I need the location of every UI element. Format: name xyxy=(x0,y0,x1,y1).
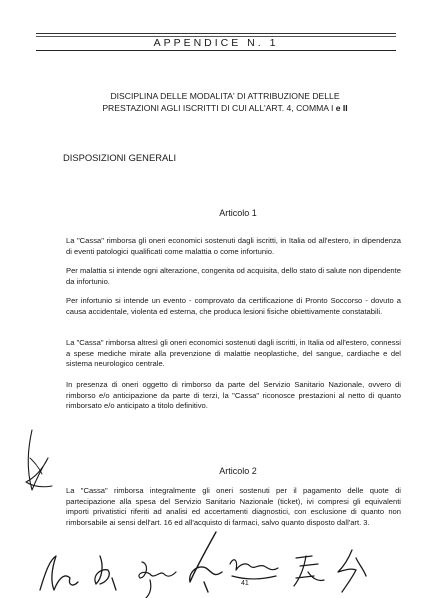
signature-4 xyxy=(190,532,222,592)
article-1-paragraph: La "Cassa" rimborsa gli oneri economici sostenuti dagli iscritti, in Italia od all'estero, in dipendenza di eventi patologici qualificati come malattia o come infortunio. xyxy=(66,236,401,256)
signature-2 xyxy=(95,556,116,590)
appendix-header xyxy=(36,33,396,51)
appendix-title: APPENDICE N. 1 xyxy=(153,37,279,49)
signature-3 xyxy=(139,562,176,598)
article-2-paragraph: La "Cassa" rimborsa integralmente gli oneri sostenuti per il pagamento delle quote di partecipazione alla spesa del Servizio Sanitario Nazionale (ticket), ivi compresi gli equivalenti importi privatistici riferiti ad analisi ed accertamenti diagnostici, con esclusione di quanto non rimborsabile ai sensi dell'art. 16 ed all'acquisto di farmaci, salvo quanto disposto dall'art. 3. xyxy=(66,486,401,527)
subject-line-2-main: PRESTAZIONI AGLI ISCRITTI DI CUI ALL'ART. 4, COMMA I xyxy=(102,103,334,113)
signature-6 xyxy=(294,556,324,586)
article-1-paragraph: La "Cassa" rimborsa altresì gli oneri economici sostenuti dagli iscritti, in Italia od all'estero, connessi a spese mediche mirate alla prevenzione di malattie neoplastiche, del sangue, cardiache e del sistema neurologico centrale. xyxy=(66,338,401,369)
subject-line-2 xyxy=(60,102,390,114)
article-1-paragraph: Per infortunio si intende un evento - comprovato da certificazione di Pronto Soccorso - dovuto a causa accidentale, violenta ed esterna, che produca lesioni fisiche obiettivamente constatabili. xyxy=(66,296,401,316)
page-number: 41 xyxy=(241,580,249,587)
article-1-paragraph: Per malattia si intende ogni alterazione, congenita od acquisita, dello stato di salute non dipendente da infortunio. xyxy=(66,266,401,286)
signature-1 xyxy=(40,556,78,590)
article-1-heading: Articolo 1 xyxy=(219,208,257,218)
subject-line-1: DISCIPLINA DELLE MODALITA' DI ATTRIBUZIONE DELLE xyxy=(110,91,340,101)
signature-5 xyxy=(230,560,278,579)
article-1-paragraph: In presenza di oneri oggetto di rimborso da parte del Servizio Sanitario Nazionale, ovvero di rimborso e/o anticipazione da parte di terzi, la "Cassa" riconosce prestazioni al netto di quanto rimborsato e/o anticipato a titolo definitivo. xyxy=(66,380,401,411)
signatures xyxy=(0,520,438,598)
subject-line-2-bold: e II xyxy=(333,103,348,113)
margin-handwritten-mark xyxy=(18,428,58,498)
section-heading: DISPOSIZIONI GENERALI xyxy=(63,152,177,163)
document-subject xyxy=(60,90,390,114)
signature-7 xyxy=(338,550,366,592)
article-2-heading: Articolo 2 xyxy=(219,466,257,476)
